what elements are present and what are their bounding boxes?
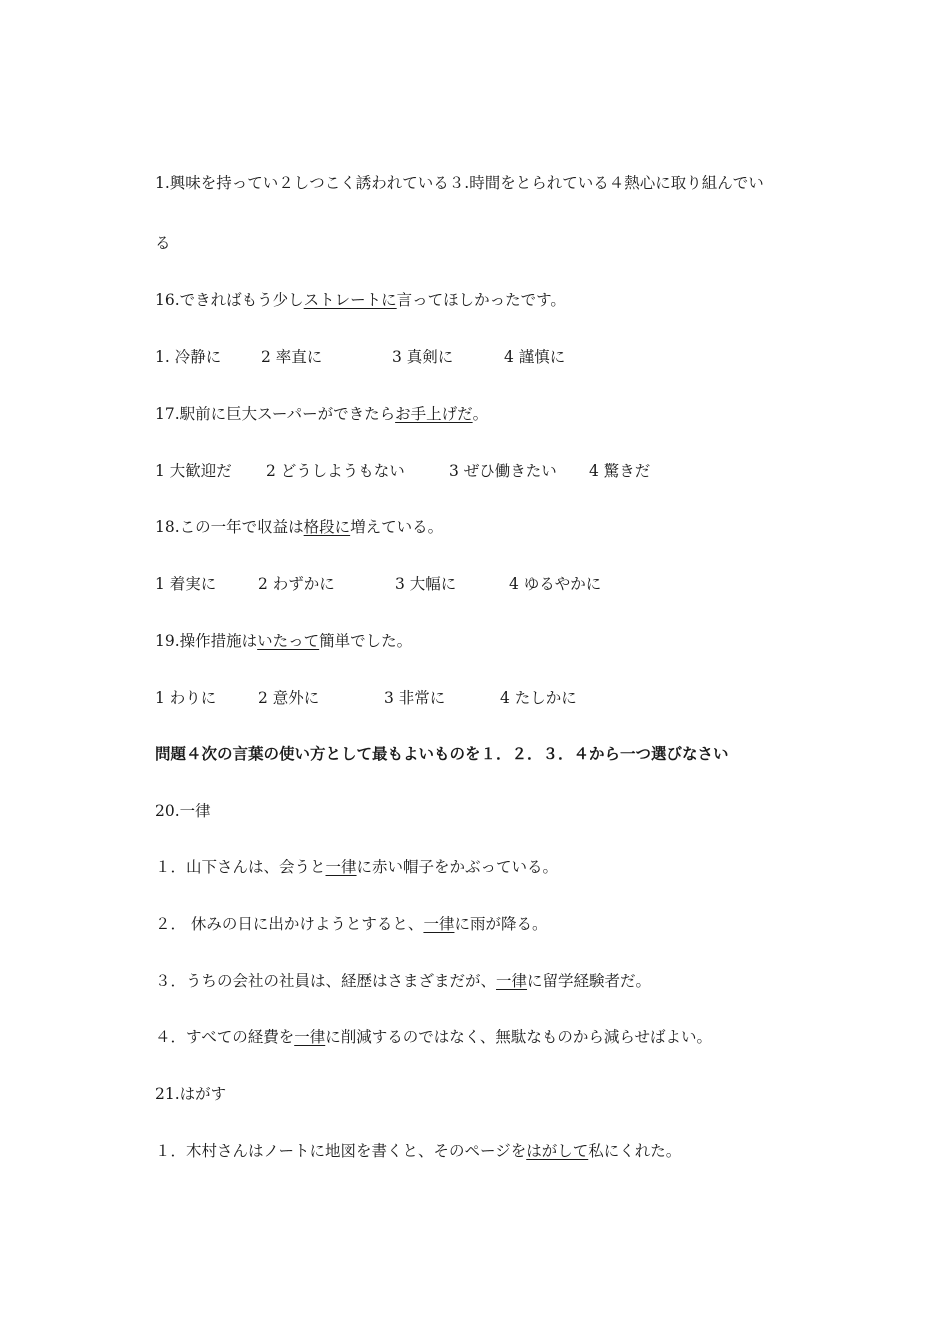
question-18 — [155, 517, 443, 537]
q20-3-post: に留学経験者だ。 — [527, 972, 652, 990]
question-17 — [155, 404, 488, 424]
question-21: 21.はがす — [155, 1085, 227, 1103]
q16-text-post: 言ってほしかったです。 — [396, 291, 566, 309]
q18-option-3: 3 大幅に — [395, 575, 457, 593]
q21-1-underlined: はがして — [526, 1142, 589, 1160]
q19-underlined: いたって — [257, 632, 320, 650]
q19-option-3: 3 非常に — [384, 689, 446, 707]
question-16 — [155, 290, 566, 310]
q18-option-1: 1 着実に — [155, 575, 217, 593]
q20-choice-4 — [155, 1027, 712, 1047]
q20-1-underlined: 一律 — [325, 858, 357, 876]
q19-option-4: 4 たしかに — [500, 689, 577, 707]
q20-4-underlined: 一律 — [294, 1028, 326, 1046]
q21-choice-1 — [155, 1141, 681, 1161]
q17-option-2: 2 どうしようもない — [266, 462, 405, 480]
q20-1-post: に赤い帽子をかぶっている。 — [356, 858, 559, 876]
q20-2-post: に雨が降る。 — [454, 915, 548, 933]
q16-option-4: 4 謹慎に — [504, 348, 566, 366]
q19-text-post: 簡単でした。 — [319, 632, 413, 650]
q18-option-4: 4 ゆるやかに — [509, 575, 602, 593]
q17-text-pre: 17.駅前に巨大スーパーができたら — [155, 405, 396, 423]
q19-option-1: 1 わりに — [155, 689, 217, 707]
q20-2-pre: ２． 休みの日に出かけようとすると、 — [155, 915, 424, 933]
q20-choice-2 — [155, 914, 547, 934]
q15-options-line2: る — [155, 234, 171, 252]
q16-text-pre: 16.できればもう少し — [155, 291, 304, 309]
q21-1-pre: １．木村さんはノートに地図を書くと、そのページを — [155, 1142, 527, 1160]
q18-underlined: 格段に — [303, 518, 351, 536]
q15-options-line1: 1.興味を持ってい２しつこく誘われている３.時間をとられている４熱心に取り組んでい — [155, 174, 764, 192]
q20-3-underlined: 一律 — [496, 972, 528, 990]
q16-option-1: 1. 冷静に — [155, 348, 222, 366]
question-19 — [155, 631, 412, 651]
q20-1-pre: １．山下さんは、会うと — [155, 858, 326, 876]
q19-text-pre: 19.操作措施は — [155, 632, 258, 650]
q20-3-pre: ３．うちの会社の社員は、経歴はさまざまだが、 — [155, 972, 497, 990]
mondai-4-heading: 問題４次の言葉の使い方として最もよいものを１．２．３．４から一つ選びなさい — [155, 744, 729, 763]
q19-option-2: 2 意外に — [258, 689, 320, 707]
q21-1-post: 私にくれた。 — [588, 1142, 682, 1160]
q20-4-pre: ４．すべての経費を — [155, 1028, 295, 1046]
q20-4-post: に削減するのではなく、無駄なものから減らせばよい。 — [325, 1028, 712, 1046]
q17-option-1: 1 大歓迎だ — [155, 462, 232, 480]
q17-option-3: 3 ぜひ働きたい — [449, 462, 557, 480]
q16-option-2: 2 率直に — [261, 348, 323, 366]
q16-option-3: 3 真剣に — [392, 348, 454, 366]
q20-2-underlined: 一律 — [423, 915, 455, 933]
q16-underlined: ストレートに — [303, 291, 397, 309]
q20-choice-3 — [155, 971, 651, 991]
q20-choice-1 — [155, 857, 558, 877]
q17-option-4: 4 驚きだ — [589, 462, 651, 480]
q18-option-2: 2 わずかに — [258, 575, 335, 593]
q17-underlined: お手上げだ — [395, 405, 473, 423]
question-20: 20.一律 — [155, 802, 211, 820]
q17-text-post: 。 — [472, 405, 489, 423]
q18-text-post: 増えている。 — [350, 518, 444, 536]
q18-text-pre: 18.この一年で収益は — [155, 518, 304, 536]
